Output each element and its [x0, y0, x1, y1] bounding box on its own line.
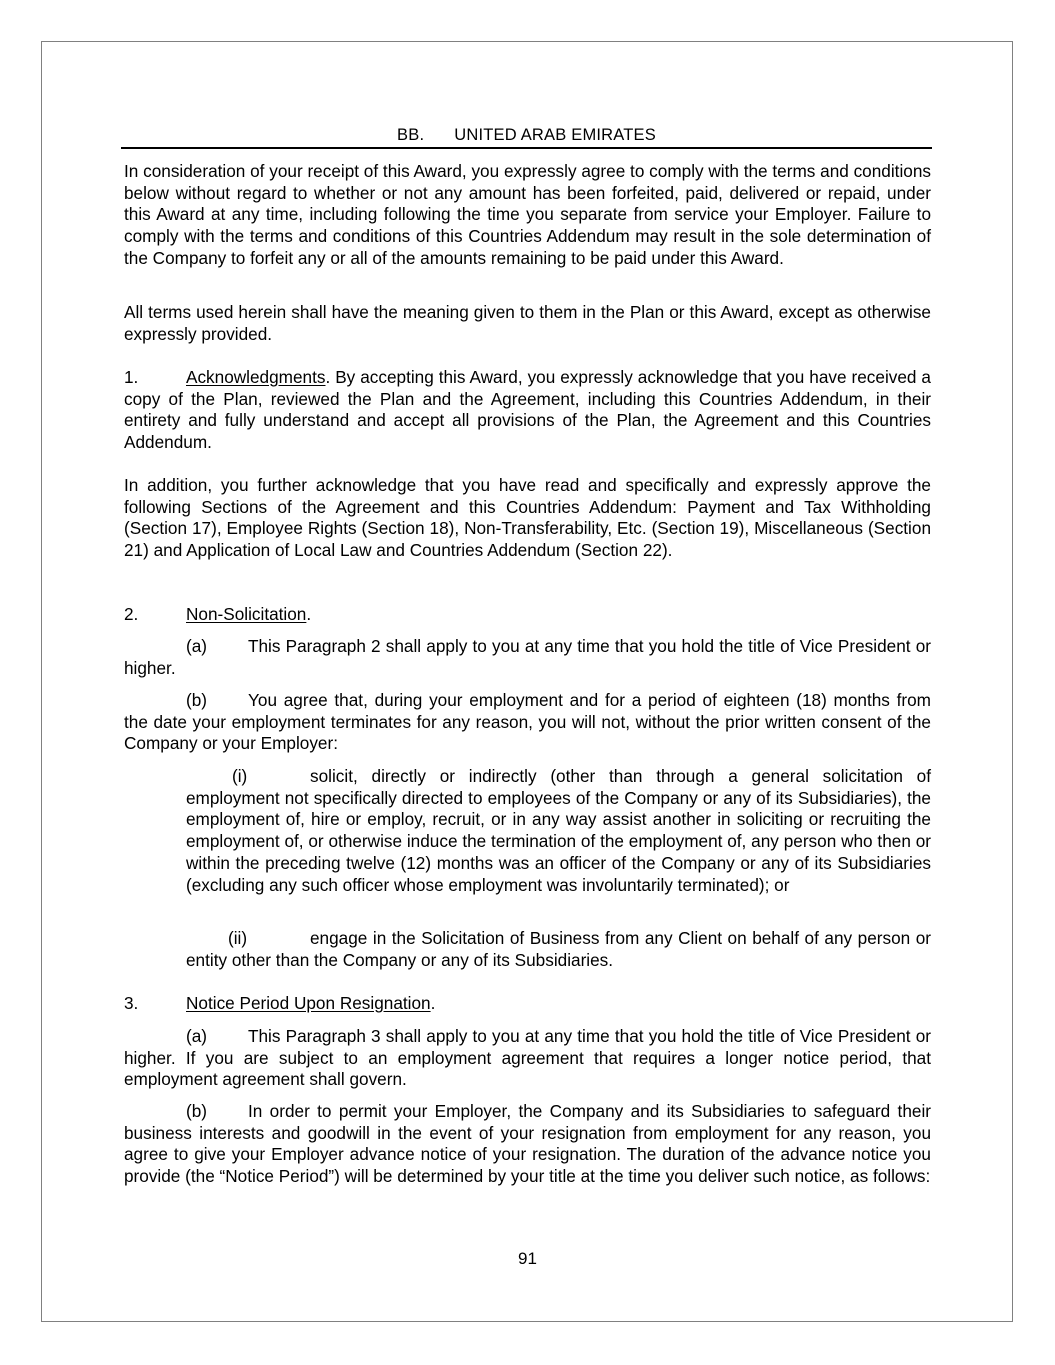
section-2b-i-label: (i)	[232, 766, 248, 786]
section-2a-paragraph	[124, 636, 931, 679]
section-3b-paragraph	[124, 1101, 931, 1188]
section-3a-label: (a)	[186, 1026, 208, 1046]
page-number: 91	[518, 1249, 537, 1268]
section-2b-ii-text: engage in the Solicitation of Business from any Client on behalf of any person or entity other than the Company or any of its Subsidiaries.	[186, 928, 931, 970]
section-1-number: 1.	[124, 367, 139, 387]
section-2b-text: You agree that, during your employment and for a period of eighteen (18) months from the date your employment terminates for any reason, you will not, without the prior written consent of the Company or your Employer:	[124, 690, 931, 754]
section-2-title: Non-Solicitation	[186, 604, 307, 624]
section-2b-i-paragraph	[186, 766, 931, 896]
section-3-title: Notice Period Upon Resignation	[186, 993, 431, 1013]
section-3-heading: 3. Notice Period Upon Resignation.	[124, 993, 436, 1013]
intro-paragraph-1: In consideration of your receipt of this Award, you expressly agree to comply with the terms and conditions below without regard to whether or not any amount has been forfeited, paid, delivered or repaid, under this Award at any time, including following the time you separate from service your Employer. Failure to comply with the terms and conditions of this Countries Addendum may result in the sole determination of the Company to forfeit any or all of the amounts remaining to be paid under this Award.	[124, 161, 931, 268]
section-3b-label: (b)	[186, 1101, 208, 1121]
section-1-paragraph-2: In addition, you further acknowledge that you have read and specifically and expressly approve the following Sections of the Agreement and this Countries Addendum: Payment and Tax Withholding (Section 17), Employee Rights (Section 18), Non-Transferability, Etc. (Section 19), Miscellaneous (Section 21) and Application of Local Law and Countries Addendum (Section 22).	[124, 475, 931, 561]
section-2-number: 2.	[124, 604, 139, 624]
section-2b-ii-label: (ii)	[228, 928, 248, 948]
section-1-paragraph	[124, 367, 931, 454]
heading-number: BB.	[397, 126, 425, 144]
section-2a-label: (a)	[186, 636, 208, 656]
section-3b-text: In order to permit your Employer, the Company and its Subsidiaries to safeguard their business interests and goodwill in the event of your resignation from employment for any reason, you agree to give your Employer advance notice of your resignation. The duration of the advance notice you provide (the “Notice Period”) will be determined by your title at the time you deliver such notice, as follows:	[124, 1101, 931, 1187]
heading-title: UNITED ARAB EMIRATES	[454, 126, 656, 144]
section-heading	[121, 124, 932, 149]
section-2b-label: (b)	[186, 690, 208, 710]
section-3a-text: This Paragraph 3 shall apply to you at any time that you hold the title of Vice President or higher. If you are subject to an employment agreement that requires a longer notice period, that employment agreement shall govern.	[124, 1026, 931, 1090]
section-3a-paragraph	[124, 1026, 931, 1091]
section-2a-text: This Paragraph 2 shall apply to you at any time that you hold the title of Vice President or higher.	[124, 636, 931, 678]
section-2b-paragraph	[124, 690, 931, 755]
section-3-number: 3.	[124, 993, 139, 1013]
section-2b-ii-paragraph	[186, 928, 931, 971]
section-2b-i-text: solicit, directly or indirectly (other than through a general solicitation of employment not specifically directed to employees of the Company or any of its Subsidiaries), the employment of, hire or employ, recruit, or in any way assist another in soliciting or recruiting the employment of, or otherwise induce the termination of the employment of, any person who then or within the preceding twelve (12) months was an officer of the Company or any of its Subsidiaries (excluding any such officer whose employment was involuntarily terminated); or	[186, 766, 931, 895]
section-1-text: . By accepting this Award, you expressly acknowledge that you have received a copy of the Plan, reviewed the Plan and the Agreement, including this Countries Addendum, in their entirety and fully understand and accept all provisions of the Plan, the Agreement and this Countries Addendum.	[124, 367, 931, 453]
intro-paragraph-2: All terms used herein shall have the meaning given to them in the Plan or this Award, except as otherwise expressly provided.	[124, 302, 931, 344]
section-1-title: Acknowledgments	[186, 367, 326, 387]
section-2-heading: 2. Non-Solicitation.	[124, 604, 312, 624]
